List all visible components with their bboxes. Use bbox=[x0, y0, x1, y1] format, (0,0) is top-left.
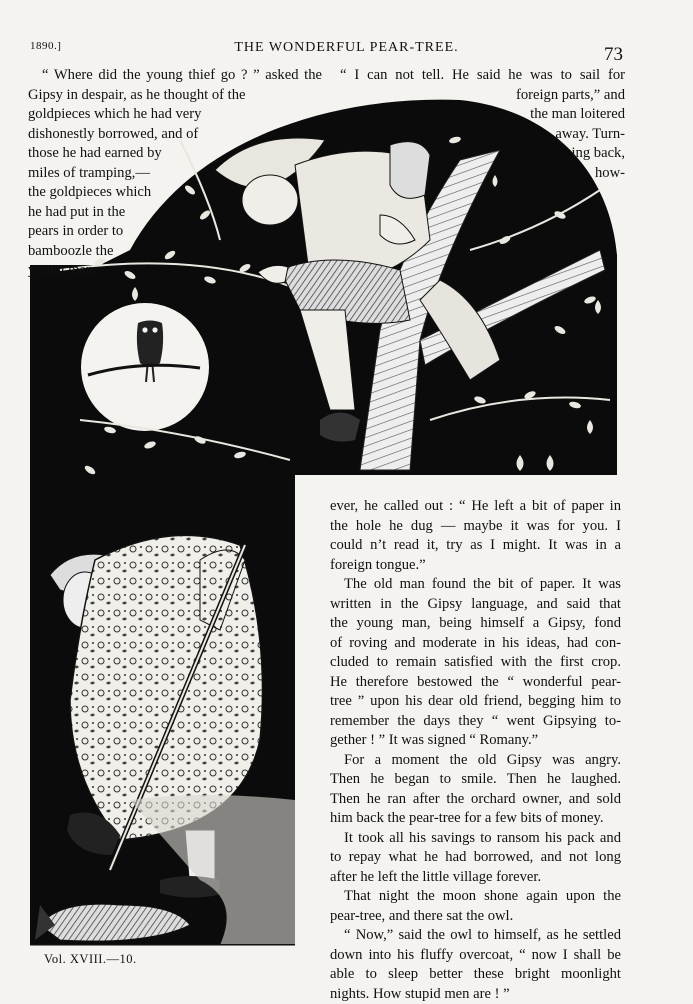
text-line: of roving and moderate in his ideas, had con- bbox=[330, 634, 621, 654]
text-line: to repay what he had borrowed, and not long bbox=[330, 848, 621, 868]
text-line: Then he began to smile. Then he laughed. bbox=[330, 770, 621, 790]
text-line: he had put in the bbox=[28, 203, 322, 223]
text-line: “ I can not tell. He said he was to sail for bbox=[340, 66, 625, 86]
right-text-block bbox=[340, 66, 625, 183]
text-line: away. Turn- bbox=[340, 125, 625, 145]
left-text-block bbox=[28, 66, 322, 281]
text-line: Gipsy in despair, as he thought of the bbox=[28, 86, 322, 106]
text-line: For a moment the old Gipsy was angry. bbox=[330, 751, 621, 771]
text-line: foreign tongue.” bbox=[330, 556, 621, 576]
text-line: him back the pear-tree for a few bits of money. bbox=[330, 809, 621, 829]
text-line: That night the moon shone again upon the bbox=[330, 887, 621, 907]
text-line: written in the Gipsy language, and said that bbox=[330, 595, 621, 615]
text-line: the man loitered bbox=[340, 105, 625, 125]
main-text-block bbox=[330, 497, 621, 1004]
text-line: the goldpieces which bbox=[28, 183, 322, 203]
text-line: Then he ran after the orchard owner, and sold bbox=[330, 790, 621, 810]
text-line: after he left the little village forever. bbox=[330, 868, 621, 888]
volume-footer: Vol. XVIII.—10. bbox=[44, 952, 137, 967]
text-line: bamboozle the bbox=[28, 242, 322, 262]
text-line: young man. bbox=[28, 261, 322, 281]
text-line: pears in order to bbox=[28, 222, 322, 242]
text-line: cluded to remain satisfied with the first crop. bbox=[330, 653, 621, 673]
text-line: could n’t read it, try as I might. It was in a bbox=[330, 536, 621, 556]
text-line: miles of tramping,— bbox=[28, 164, 322, 184]
text-line: foreign parts,” and bbox=[340, 86, 625, 106]
text-line: gether ! ” It was signed “ Romany.” bbox=[330, 731, 621, 751]
text-line: the hole he dug — maybe it was for you. I bbox=[330, 517, 621, 537]
text-line: those he had earned by bbox=[28, 144, 322, 164]
text-line: ever, he called out : “ He left a bit of paper in bbox=[330, 497, 621, 517]
page-number: 73 bbox=[604, 44, 623, 66]
text-line: goldpieces which he had very bbox=[28, 105, 322, 125]
text-line: ing back, bbox=[340, 144, 625, 164]
header-year: 1890.] bbox=[30, 40, 61, 52]
text-line: It took all his savings to ransom his pack and bbox=[330, 829, 621, 849]
text-line: how- bbox=[340, 164, 625, 184]
text-line: remember the days they “ went Gipsying to- bbox=[330, 712, 621, 732]
text-line: “ Now,” said the owl to himself, as he settled bbox=[330, 926, 621, 946]
text-line: The old man found the bit of paper. It was bbox=[330, 575, 621, 595]
text-line: the young man, being himself a Gipsy, fond bbox=[330, 614, 621, 634]
text-line: down into his fluffy overcoat, “ now I shall be bbox=[330, 946, 621, 966]
text-line: able to sleep better these bright moonlight bbox=[330, 965, 621, 985]
text-line: He therefore bestowed the “ wonderful pear- bbox=[330, 673, 621, 693]
text-line: nights. How stupid men are ! ” bbox=[330, 985, 621, 1004]
running-title: THE WONDERFUL PEAR-TREE. bbox=[0, 40, 693, 56]
text-line: dishonestly borrowed, and of bbox=[28, 125, 322, 145]
text-line: tree ” upon his dear old friend, begging him to bbox=[330, 692, 621, 712]
text-line: pear-tree, and there sat the owl. bbox=[330, 907, 621, 927]
text-line: “ Where did the young thief go ? ” asked the bbox=[28, 66, 322, 86]
